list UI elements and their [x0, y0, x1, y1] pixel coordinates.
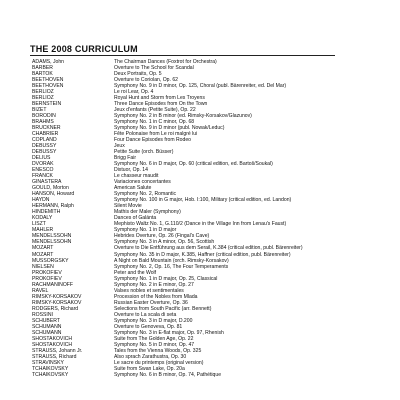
work-title: Symphony No. 2, Op. 16, The Four Temperaments — [114, 263, 229, 270]
work-title: Overture to La scala di seta — [114, 311, 177, 318]
list-item — [32, 372, 372, 378]
composer-name: BEETHOVEN — [32, 77, 64, 84]
composer-name: DEBUSSY — [32, 149, 57, 156]
work-title: Symphony No. 2 in B minor (ed. Rimsky-Korsakov/Glazunov) — [114, 113, 252, 120]
work-title: The Chairman Dances (Foxtrot for Orchestra) — [114, 59, 217, 65]
composer-name: BERLIOZ — [32, 95, 54, 102]
composer-name: MUSSORGSKY — [32, 257, 69, 264]
composer-name: BRUCKNER — [32, 125, 61, 132]
composer-name: TCHAIKOVSKY — [32, 365, 69, 372]
composer-name: DELIUS — [32, 155, 51, 162]
work-title: Le sacre du printemps (original version) — [114, 359, 204, 366]
work-title: Peter and the Wolf — [114, 269, 157, 276]
work-title: Royal Hunt and Storm from Les Troyens — [114, 95, 205, 102]
composer-name: MAHLER — [32, 227, 54, 234]
composer-name: FRANCK — [32, 173, 53, 180]
document-title: THE 2008 CURRICULUM — [30, 44, 138, 54]
work-title: Four Dance Episodes from Rodeo — [114, 137, 192, 144]
composer-name: SCHUMANN — [32, 323, 62, 330]
composer-name: ADAMS, John — [32, 59, 64, 65]
work-title: Deux Portraits, Op. 5 — [114, 71, 162, 78]
composer-name: BERNSTEIN — [32, 101, 62, 108]
composer-name: DVORAK — [32, 161, 54, 168]
composer-name: RIMSKY-KORSAKOV — [32, 293, 82, 300]
work-title: Overture to Coriolan, Op. 62 — [114, 77, 178, 84]
composer-name: KODALY — [32, 215, 53, 222]
work-title: Symphony No. 1 in D major, Op. 25, Classical — [114, 275, 218, 282]
work-title: Brigg Fair — [114, 155, 137, 162]
composer-name: PROKOFIEV — [32, 275, 62, 282]
work-title: Symphony No. 100 in G major, Hob. I:100, Military (critical edition, ed. Landon) — [114, 197, 292, 204]
work-title: Selections from South Pacific (arr. Bennett) — [114, 305, 212, 312]
work-title: Tales from the Vienna Woods, Op. 325 — [114, 347, 202, 354]
work-title: Symphony No. 3 in D major, D.200 — [114, 317, 193, 324]
composer-name: STRAVINSKY — [32, 359, 64, 366]
work-title: Symphony No. 9 in D minor, Op. 125, Choral (publ. Bärenreiter, ed. Del Mar) — [114, 83, 287, 90]
composer-name: MOZART — [32, 251, 54, 258]
composer-name: DEBUSSY — [32, 143, 57, 150]
work-title: Symphony No. 9 in D minor (publ. Nowak/Leduc) — [114, 125, 225, 132]
composer-name: RIMSKY-KORSAKOV — [32, 299, 82, 306]
composer-name: SCHUBERT — [32, 317, 60, 324]
work-title: Procession of the Nobles from Mlada — [114, 293, 198, 300]
composer-name: CHABRIER — [32, 131, 59, 138]
composer-name: HAYDN — [32, 197, 50, 204]
work-title: Overture to Genoveva, Op. 81 — [114, 323, 183, 330]
composer-name: LISZT — [32, 221, 46, 228]
work-title: Silent Movie — [114, 203, 142, 210]
work-title: Overture to Die Entführung aus dem Serail, K.384 (critical edition, publ. Bärenreiter) — [114, 245, 303, 252]
work-title: Le roi Lear, Op. 4 — [114, 89, 154, 96]
work-title: Suite from Swan Lake, Op. 20a — [114, 365, 185, 372]
work-title: Mathis der Maler (Symphony) — [114, 209, 181, 216]
work-title: Petite Suite (orch. Büsser) — [114, 149, 174, 156]
curriculum-list — [32, 59, 372, 378]
composer-name: HERMANN, Ralph — [32, 203, 74, 210]
composer-name: HANSON, Howard — [32, 191, 75, 198]
composer-name: BIZET — [32, 107, 47, 114]
composer-name: STRAUSS, Richard — [32, 353, 77, 360]
composer-name: BEETHOVEN — [32, 83, 64, 90]
work-title: Symphony No. 6 in B minor, Op. 74, Pathétique — [114, 371, 222, 378]
composer-name: BERLIOZ — [32, 89, 54, 96]
composer-name: COPLAND — [32, 137, 57, 144]
composer-name: RACHMANINOFF — [32, 281, 74, 288]
work-title: Symphony No. 5 in D minor, Op. 47 — [114, 341, 195, 348]
composer-name: BARTOK — [32, 71, 53, 78]
composer-name: RAVEL — [32, 287, 49, 294]
work-title: Suite from The Golden Age, Op. 22 — [114, 335, 194, 342]
composer-name: SCHUMANN — [32, 329, 62, 336]
title-divider — [30, 55, 335, 56]
work-title: A Night on Bald Mountain (orch. Rimsky-Korsakov) — [114, 257, 229, 264]
work-title: Dixtuor, Op. 14 — [114, 167, 148, 174]
composer-name: MENDELSSOHN — [32, 239, 72, 246]
composer-name: PROKOFIEV — [32, 269, 62, 276]
work-title: Symphony No. 3 in E-flat major, Op. 97, Rhenish — [114, 329, 224, 336]
composer-name: GINASTERA — [32, 179, 62, 186]
work-title: Jeux d'enfants (Petite Suite), Op. 22 — [114, 107, 196, 114]
work-title: American Salute — [114, 185, 152, 192]
work-title: Symphony No. 3 in A minor, Op. 56, Scottish — [114, 239, 215, 246]
work-title: Overture to The School for Scandal — [114, 65, 194, 72]
work-title: Three Dance Episodes from On the Town — [114, 101, 208, 108]
composer-name: MENDELSSOHN — [32, 233, 72, 240]
work-title: Symphony No. 2 in E minor, Op. 27 — [114, 281, 194, 288]
composer-name: ENESCO — [32, 167, 54, 174]
composer-name: BORODIN — [32, 113, 56, 120]
composer-name: BRAHMS — [32, 119, 54, 126]
composer-name: TCHAIKOVSKY — [32, 371, 69, 378]
composer-name: SHOSTAKOVICH — [32, 341, 73, 348]
work-title: Symphony No. 1 in C minor, Op. 68 — [114, 119, 195, 126]
work-title: Jeux — [114, 143, 125, 150]
composer-name: GOULD, Morton — [32, 185, 69, 192]
composer-name: RODGERS, Richard — [32, 305, 79, 312]
composer-name: STRAUSS, Johann Jr. — [32, 347, 83, 354]
composer-name: NIELSEN — [32, 263, 54, 270]
work-title: Symphony No. 1 in D major — [114, 227, 177, 234]
work-title: Fête Polonaise from Le roi malgré lui — [114, 131, 198, 138]
work-title: Hebrides Overture, Op. 26 (Fingal's Cave) — [114, 233, 210, 240]
composer-name: ROSSINI — [32, 311, 53, 318]
composer-name: SHOSTAKOVICH — [32, 335, 73, 342]
composer-name: BARBER — [32, 65, 53, 72]
composer-name: MOZART — [32, 245, 54, 252]
work-title: Symphony No. 6 in D major, Op. 60 (critical edition, ed. Bartoš/Soukal) — [114, 161, 273, 168]
work-title: Variaciones concertantes — [114, 179, 171, 186]
work-title: Russian Easter Overture, Op. 36 — [114, 299, 188, 306]
work-title: Mephisto Waltz No. 1, G.110/2 (Dance in the Village Inn from Lenau's Faust) — [114, 221, 287, 228]
work-title: Symphony No. 2, Romantic — [114, 191, 177, 198]
work-title: Symphony No. 35 in D major, K.385, Haffner (critical edition, publ. Bärenreiter) — [114, 251, 291, 258]
composer-name: HINDEMITH — [32, 209, 61, 216]
work-title: Le chasseur maudit — [114, 173, 159, 180]
work-title: Dances of Galánta — [114, 215, 157, 222]
work-title: Also sprach Zarathustra, Op. 30 — [114, 353, 187, 360]
work-title: Valses nobles et sentimentales — [114, 287, 184, 294]
